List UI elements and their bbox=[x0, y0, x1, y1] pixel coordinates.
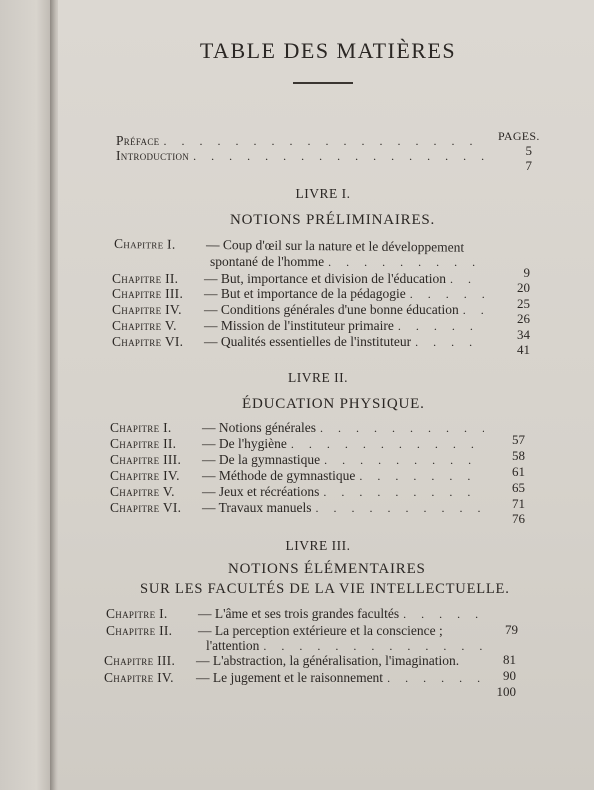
leader-dots bbox=[403, 606, 482, 622]
leader-dots bbox=[410, 286, 484, 302]
page-number: 5 bbox=[525, 143, 532, 158]
page-number: 76 bbox=[512, 511, 525, 526]
entry-text: Introduction bbox=[116, 148, 190, 163]
entry-text: — Conditions générales d'une bonne éducation bbox=[204, 302, 459, 317]
page-number: 65 bbox=[512, 480, 525, 495]
page-number: 71 bbox=[512, 496, 525, 511]
livre-3-label: LIVRE III. bbox=[285, 538, 351, 553]
facing-page-edge bbox=[0, 0, 52, 790]
toc-entry-l3-ch2-cont[interactable] bbox=[206, 638, 488, 654]
toc-entry-l3-ch4[interactable] bbox=[104, 670, 488, 686]
toc-entry-l1-ch6[interactable] bbox=[112, 334, 488, 350]
toc-entry-l3-ch3[interactable] bbox=[104, 653, 488, 669]
page-title: TABLE DES MATIÈRES bbox=[199, 38, 457, 63]
toc-entry-l1-ch4[interactable] bbox=[112, 302, 488, 318]
toc-entry-l2-ch3[interactable] bbox=[110, 452, 488, 468]
toc-entry-l2-ch6[interactable] bbox=[110, 500, 488, 516]
leader-dots bbox=[359, 468, 484, 484]
entry-text: spontané de l'homme bbox=[210, 254, 325, 269]
toc-entry-preface[interactable] bbox=[116, 133, 488, 149]
chapter-label: Chapitre VI. bbox=[110, 500, 182, 515]
toc-entry-l2-ch1[interactable] bbox=[110, 420, 488, 436]
toc-entry-l2-ch2[interactable] bbox=[110, 436, 488, 452]
toc-entry-l1-ch5[interactable] bbox=[112, 318, 488, 334]
leader-dots bbox=[163, 133, 484, 149]
leader-dots bbox=[323, 484, 484, 500]
page-number: 9 bbox=[523, 265, 530, 280]
entry-text: — De l'hygiène bbox=[202, 436, 287, 451]
chapter-label: Chapitre V. bbox=[112, 318, 177, 333]
chapter-label: Chapitre IV. bbox=[112, 302, 182, 317]
entry-text: — Travaux manuels bbox=[202, 500, 312, 515]
entry-text: — Coup d'œil sur la nature et le développement bbox=[205, 236, 465, 255]
entry-text: — But et importance de la pédagogie bbox=[204, 286, 406, 301]
entry-text: — L'âme et ses trois grandes facultés bbox=[198, 606, 400, 621]
leader-dots bbox=[328, 254, 484, 270]
page-number: 81 bbox=[503, 652, 516, 667]
title-rule bbox=[293, 82, 353, 84]
chapter-label: Chapitre IV. bbox=[104, 670, 174, 685]
leader-dots bbox=[291, 436, 484, 452]
entry-text: — But, importance et division de l'éducation bbox=[204, 271, 447, 286]
chapter-label: Chapitre II. bbox=[106, 623, 173, 638]
entry-text: l'attention bbox=[206, 638, 260, 653]
page-number: 34 bbox=[517, 327, 530, 342]
leader-dots bbox=[387, 670, 484, 686]
entry-text: — Le jugement et le raisonnement bbox=[196, 670, 384, 685]
livre-1-heading: NOTIONS PRÉLIMINAIRES. bbox=[230, 212, 436, 228]
toc-entry-l1-ch2[interactable] bbox=[112, 271, 488, 287]
page-number: 20 bbox=[517, 280, 530, 295]
entry-text: — La perception extérieure et la conscience ; bbox=[198, 623, 443, 638]
entry-text: — Méthode de gymnastique bbox=[202, 468, 356, 483]
page-number: 79 bbox=[505, 622, 518, 637]
entry-text: — Mission de l'instituteur primaire bbox=[204, 318, 394, 333]
leader-dots bbox=[320, 420, 484, 436]
chapter-label: Chapitre II. bbox=[112, 271, 179, 286]
entry-text: — De la gymnastique bbox=[202, 452, 321, 467]
chapter-label: Chapitre II. bbox=[110, 436, 177, 451]
page-number: 90 bbox=[503, 668, 516, 683]
chapter-label: Chapitre III. bbox=[110, 452, 182, 467]
toc-entry-l1-ch1-cont[interactable] bbox=[210, 254, 488, 270]
toc-entry-l2-ch4[interactable] bbox=[110, 468, 488, 484]
toc-entry-l2-ch5[interactable] bbox=[110, 484, 488, 500]
page-number: 25 bbox=[517, 296, 530, 311]
leader-dots bbox=[324, 452, 484, 468]
page-number: 100 bbox=[496, 684, 516, 699]
leader-dots bbox=[450, 271, 484, 287]
toc-entry-l1-ch3[interactable] bbox=[112, 286, 488, 302]
livre-3-heading-line2: SUR LES FACULTÉS DE LA VIE INTELLECTUELLE. bbox=[140, 581, 510, 597]
entry-text: — Jeux et récréations bbox=[202, 484, 320, 499]
entry-text: — Notions générales bbox=[202, 420, 316, 435]
chapter-label: Chapitre I. bbox=[110, 420, 172, 435]
toc-entry-l3-ch1[interactable] bbox=[106, 606, 486, 622]
entry-text: — L'abstraction, la généralisation, l'imagination. bbox=[196, 653, 460, 668]
chapter-label: Chapitre III. bbox=[112, 286, 184, 301]
toc-entry-l3-ch2[interactable] bbox=[106, 623, 486, 639]
chapter-label: Chapitre III. bbox=[104, 653, 176, 668]
leader-dots bbox=[463, 302, 484, 318]
entry-text: — Qualités essentielles de l'instituteur bbox=[204, 334, 412, 349]
page-number: 41 bbox=[517, 342, 530, 357]
page-number: 58 bbox=[512, 448, 525, 463]
page-number: 26 bbox=[517, 311, 530, 326]
toc-entry-introduction[interactable] bbox=[116, 148, 488, 164]
livre-2-heading: ÉDUCATION PHYSIQUE. bbox=[242, 396, 425, 412]
entry-text: Préface bbox=[116, 133, 160, 148]
page-number: 57 bbox=[512, 432, 525, 447]
livre-2-label: LIVRE II. bbox=[288, 370, 348, 385]
leader-dots bbox=[193, 148, 484, 164]
chapter-label: Chapitre I. bbox=[106, 606, 168, 621]
pages-label: PAGES. bbox=[498, 129, 540, 143]
leader-dots bbox=[398, 318, 484, 334]
livre-3-heading-line1: NOTIONS ÉLÉMENTAIRES bbox=[228, 561, 426, 577]
leader-dots bbox=[263, 638, 484, 654]
chapter-label: Chapitre VI. bbox=[112, 334, 184, 349]
chapter-label: Chapitre I. bbox=[113, 236, 176, 252]
leader-dots bbox=[316, 500, 485, 516]
leader-dots bbox=[415, 334, 484, 350]
livre-1-label: LIVRE I. bbox=[295, 186, 351, 201]
chapter-label: Chapitre IV. bbox=[110, 468, 180, 483]
chapter-label: Chapitre V. bbox=[110, 484, 175, 499]
page-number: 7 bbox=[525, 158, 532, 173]
page-number: 61 bbox=[512, 464, 525, 479]
